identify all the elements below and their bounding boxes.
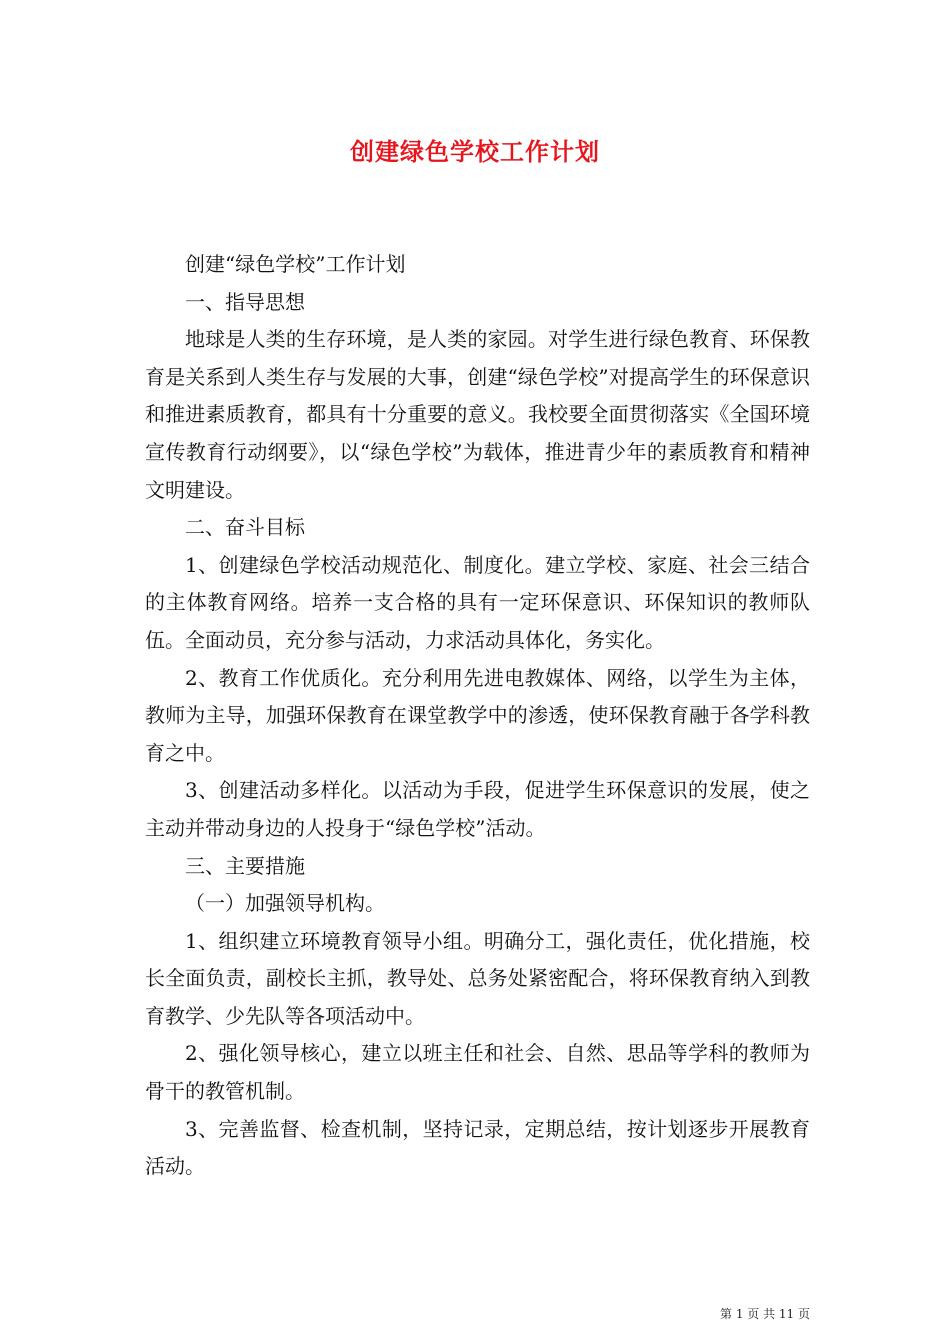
paragraph-measure-1: 1、组织建立环境教育领导小组。明确分工，强化责任，优化措施，校长全面负责，副校长主抓，教导处、总务处紧密配合，将环保教育纳入到教育教学、少先队等各项活动中。 <box>145 928 810 1028</box>
paragraph-measure-3: 3、完善监督、检查机制，坚持记录，定期总结，按计划逐步开展教育活动。 <box>145 1116 810 1179</box>
document-title: 创建绿色学校工作计划 <box>350 137 600 166</box>
paragraph-goal-3: 3、创建活动多样化。以活动为手段，促进学生环保意识的发展，使之主动并带动身边的人投身于“绿色学校”活动。 <box>145 778 810 840</box>
paragraph-measure-2: 2、强化领导核心，建立以班主任和社会、自然、思品等学科的教师为骨干的教管机制。 <box>145 1041 810 1104</box>
document-body <box>145 246 810 1186</box>
paragraph-goal-2: 2、教育工作优质化。充分利用先进电教媒体、网络，以学生为主体，教师为主导，加强环保教育在课堂教学中的渗透，使环保教育融于各学科教育之中。 <box>145 665 810 765</box>
page-number: 第 1 页 共 11 页 <box>720 1307 810 1321</box>
section-heading-goals: 二、奋斗目标 <box>185 515 305 540</box>
section-heading-measures: 三、主要措施 <box>185 853 305 878</box>
paragraph-guiding-ideology: 地球是人类的生存环境，是人类的家园。对学生进行绿色教育、环保教育是关系到人类生存与发展的大事，创建“绿色学校”对提高学生的环保意识和推进素质教育，都具有十分重要的意义。我校要全面贯彻落实《全国环境宣传教育行动纲要》，以“绿色学校”为载体，推进青少年的素质教育和精神文明建设。 <box>145 327 810 502</box>
subsection-heading-leadership: （一）加强领导机构。 <box>185 891 385 916</box>
plan-subtitle: 创建“绿色学校”工作计划 <box>185 252 406 276</box>
paragraph-goal-1: 1、创建绿色学校活动规范化、制度化。建立学校、家庭、社会三结合的主体教育网络。培养一支合格的具有一定环保意识、环保知识的教师队伍。全面动员，充分参与活动，力求活动具体化，务实化。 <box>145 552 810 652</box>
section-heading-guiding-ideology: 一、指导思想 <box>185 289 305 314</box>
